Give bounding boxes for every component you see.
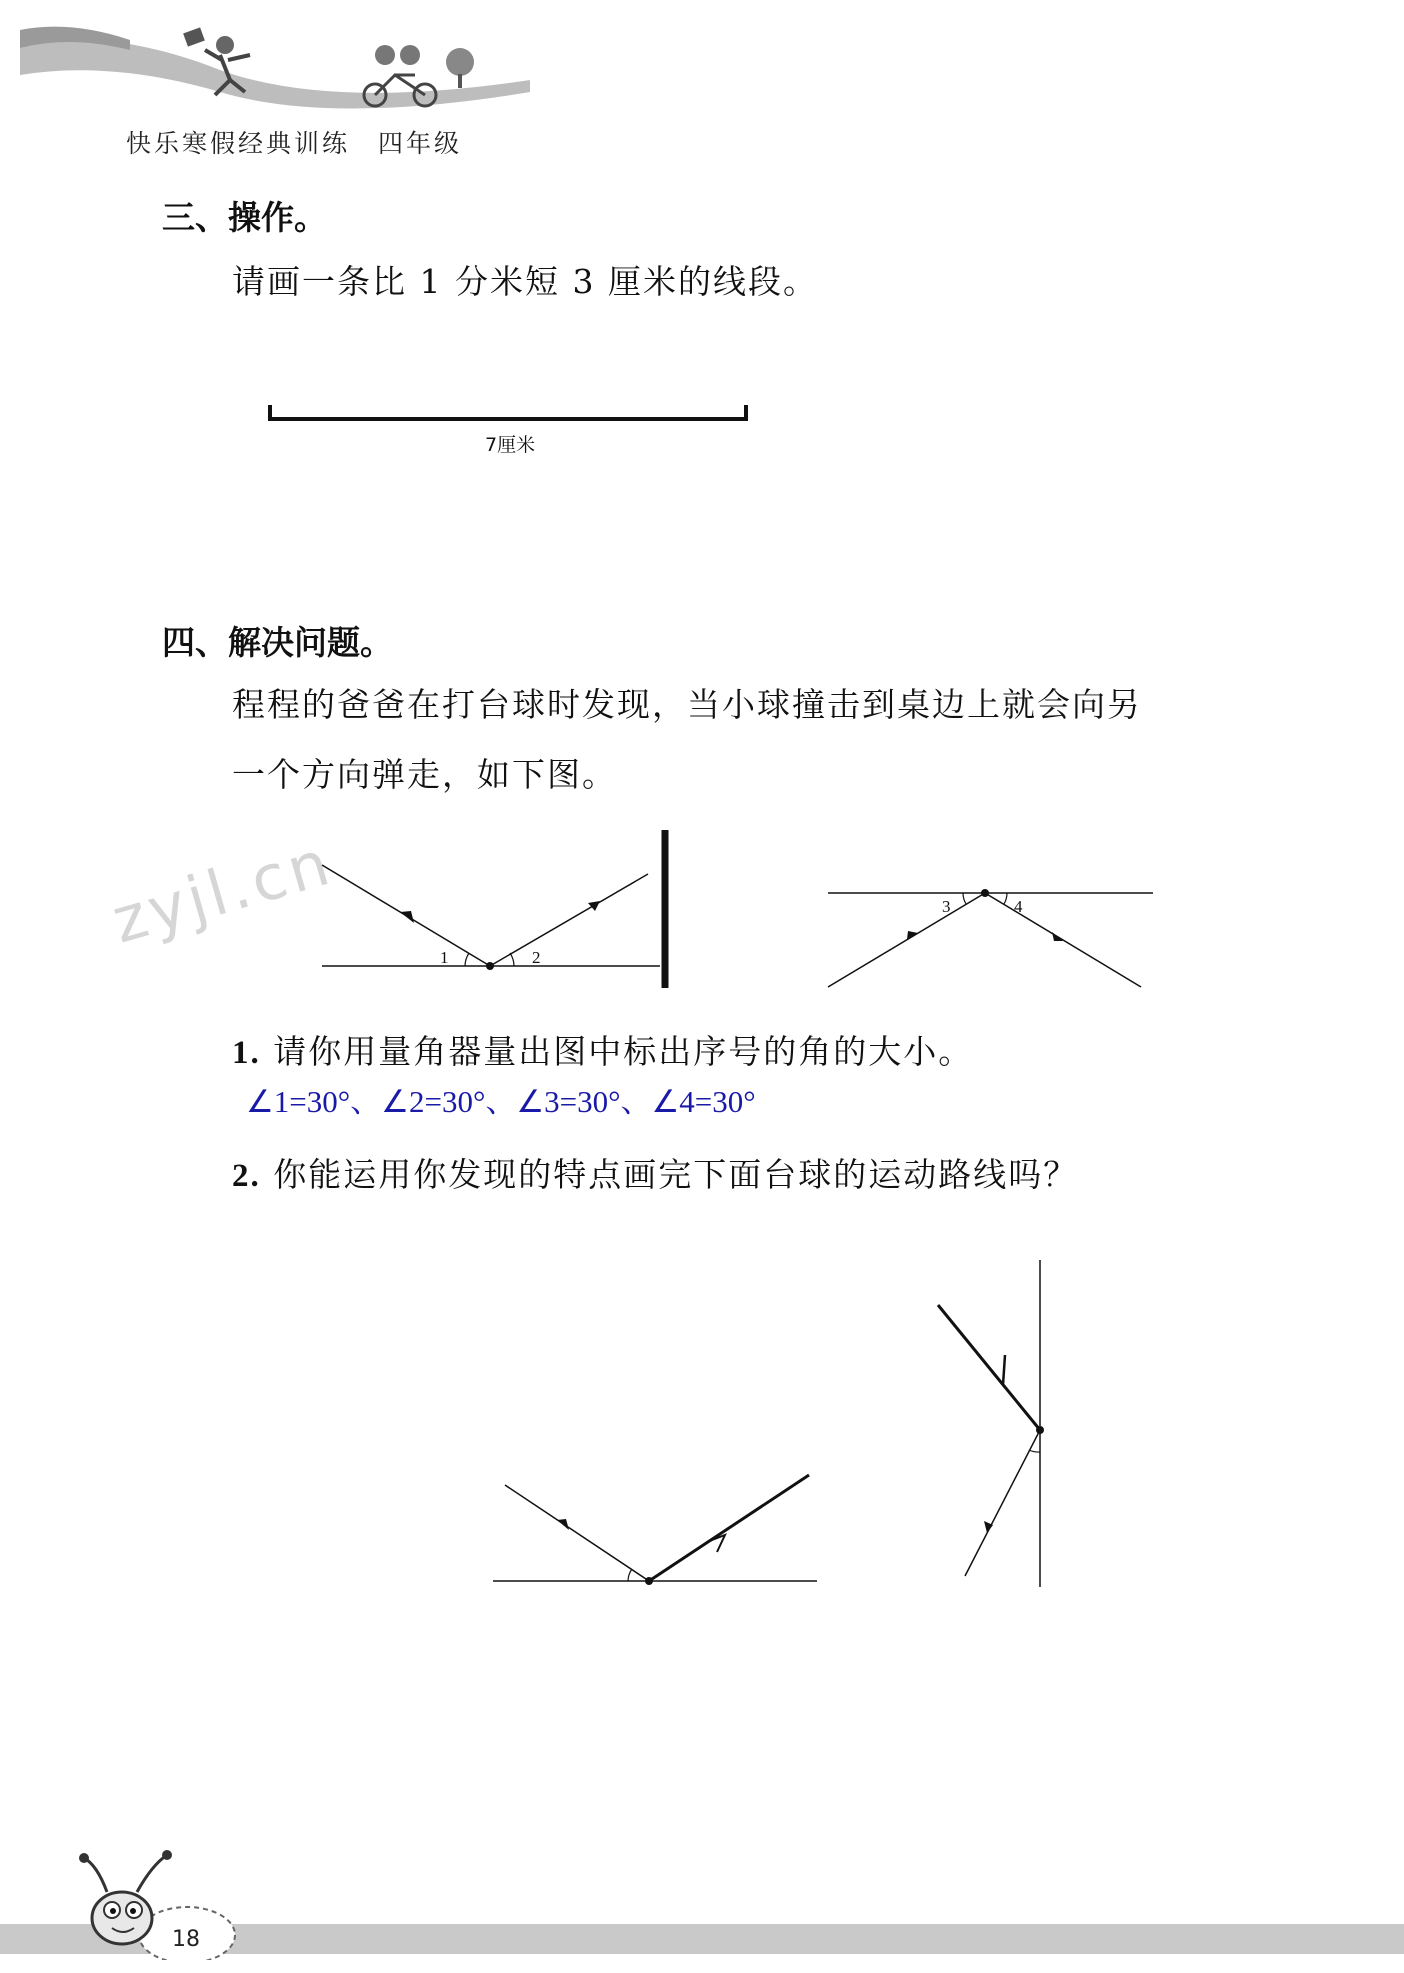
arrow-head-icon xyxy=(1052,932,1063,941)
impact-point xyxy=(1036,1426,1044,1434)
snail-mascot-icon xyxy=(72,1830,242,1960)
arrow-head-icon xyxy=(907,931,918,939)
segment-label: 7厘米 xyxy=(485,434,536,456)
angle-label-3: 3 xyxy=(942,897,951,916)
path-figure-d xyxy=(930,1255,1070,1595)
reflection-figure-b xyxy=(818,875,1158,995)
outgoing-path xyxy=(985,893,1141,987)
angle-arc-4 xyxy=(1004,893,1007,904)
angle-arc xyxy=(1029,1450,1040,1452)
section-4-title: 四、解决问题。 xyxy=(162,623,393,662)
path-figure-c xyxy=(485,1460,825,1590)
drawn-outgoing-path xyxy=(649,1475,809,1581)
page-number: 18 xyxy=(172,1927,200,1952)
angle-label-1: 1 xyxy=(440,948,449,967)
section-3-title: 三、操作。 xyxy=(162,198,327,237)
drawn-arrow-head-icon xyxy=(707,1535,725,1552)
angle-arc-3 xyxy=(963,893,966,904)
question-1-text: 请你用量角器量出图中标出序号的角的大小。 xyxy=(273,1032,974,1071)
question-1 xyxy=(232,1032,973,1074)
arrow-head-icon xyxy=(400,911,414,923)
incoming-path xyxy=(828,893,985,987)
incoming-path xyxy=(505,1485,649,1581)
angle-arc-1 xyxy=(465,953,469,966)
section-4-intro-line2: 一个方向弹走，如下图。 xyxy=(232,755,617,794)
angle-label-4: 4 xyxy=(1014,897,1023,916)
arrow-head-icon xyxy=(588,901,600,911)
impact-point xyxy=(645,1577,653,1585)
outgoing-path xyxy=(965,1430,1040,1576)
impact-point xyxy=(486,962,494,970)
impact-point xyxy=(981,889,989,897)
header-illustration xyxy=(0,0,560,130)
reflection-figure-a xyxy=(310,820,680,1000)
section-4-intro-line1: 程程的爸爸在打台球时发现，当小球撞击到桌边上就会向另 xyxy=(232,685,1142,724)
question-2-text: 你能运用你发现的特点画完下面台球的运动路线吗？ xyxy=(273,1155,1079,1194)
question-1-number: 1. xyxy=(232,1035,261,1071)
outgoing-path xyxy=(490,874,648,966)
angle-arc-2 xyxy=(510,953,514,966)
arrow-head-icon xyxy=(557,1519,569,1530)
header-title: 快乐寒假经典训练 四年级 xyxy=(126,129,463,158)
question-1-answer: ∠1=30°、∠2=30°、∠3=30°、∠4=30° xyxy=(246,1084,756,1119)
section-3-prompt: 请画一条比 1 分米短 3 厘米的线段。 xyxy=(232,262,818,301)
tree-icon xyxy=(446,48,474,88)
question-2-number: 2. xyxy=(232,1158,261,1194)
watermark: zyjl.cn xyxy=(104,825,341,958)
question-2 xyxy=(232,1155,1078,1197)
angle-arc xyxy=(628,1569,632,1581)
angle-label-2: 2 xyxy=(532,948,541,967)
